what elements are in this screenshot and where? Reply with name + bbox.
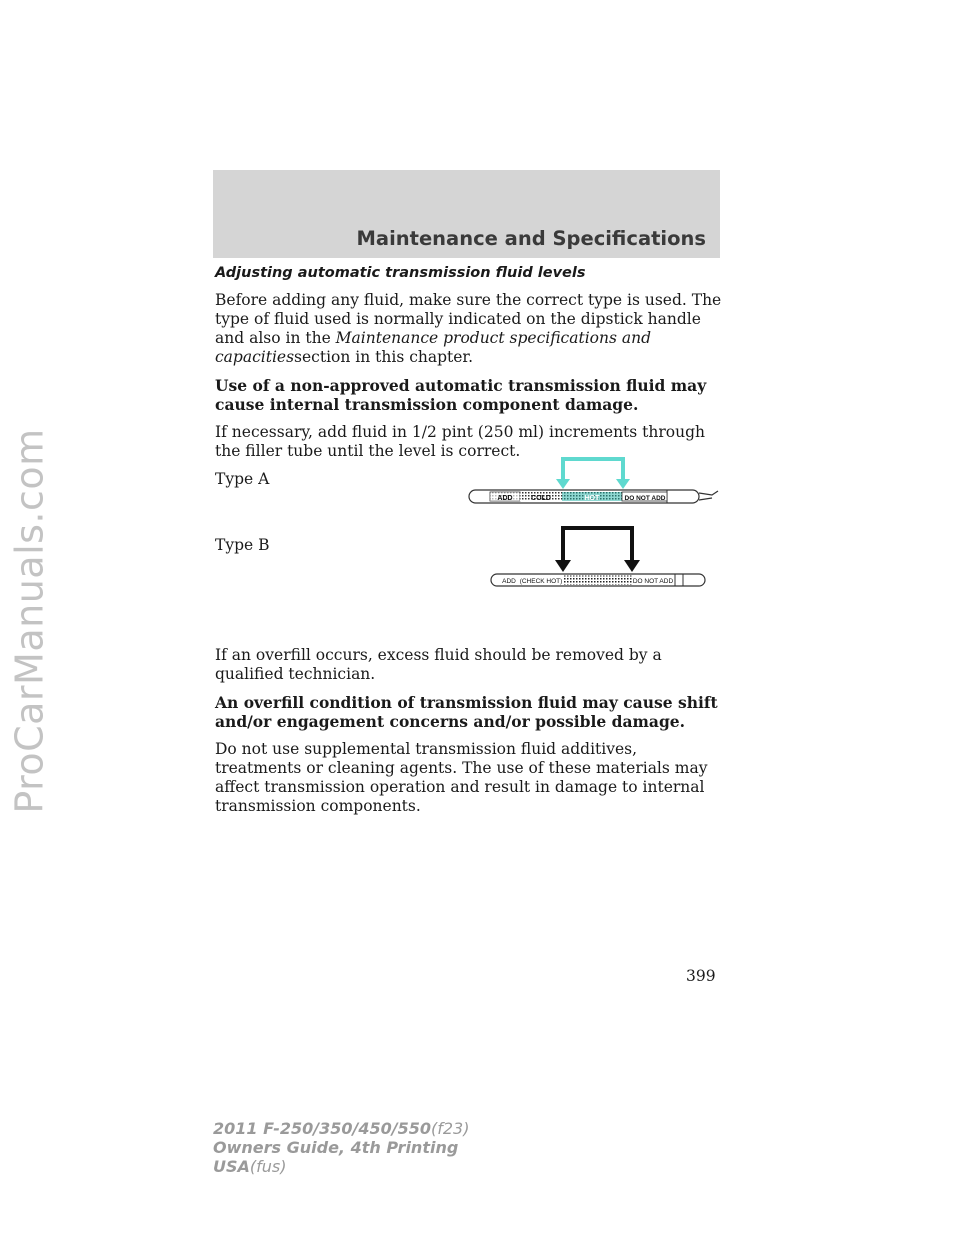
- footer-model: 2011 F-250/350/450/550: [213, 1119, 431, 1138]
- footer-line-model: [213, 1119, 469, 1138]
- watermark-text: ProCarManuals.com: [8, 428, 53, 814]
- warning-non-approved-fluid: Use of a non-approved automatic transmission fluid may cause internal transmission component damage.: [215, 376, 707, 414]
- warning-overfill: An overfill condition of transmission fluid may cause shift and/or engagement concerns and/or possible damage.: [215, 693, 718, 731]
- dipstick-b-arrow-bracket: [563, 528, 632, 564]
- paragraph-overfill: If an overfill occurs, excess fluid should be removed by a qualified technician.: [215, 646, 662, 683]
- paragraph-additives: Do not use supplemental transmission fluid additives, treatments or cleaning agents. The use of these materials may affect transmission operation and result in damage to internal transmission components.: [215, 740, 708, 815]
- dipstick-type-a-illustration: [465, 456, 727, 512]
- dipstick-a-arrow-right: [616, 479, 630, 489]
- dipstick-type-b-illustration: [465, 524, 727, 592]
- paragraph-fluid-type-end: section in this chapter.: [294, 348, 474, 366]
- paragraph-fluid-type-start: Before adding any fluid, make sure the correct type is used. The type of fluid used is normally indicated on the dipstick handle and also in the: [215, 291, 722, 347]
- footer-model-code: (f23): [431, 1119, 470, 1138]
- dipstick-a-cold-label: COLD: [531, 495, 551, 502]
- dipstick-a-tip: [699, 491, 718, 500]
- dipstick-b-do-not-add-label: DO NOT ADD: [632, 578, 674, 585]
- footer: [213, 1119, 469, 1176]
- footer-line-region: [213, 1157, 469, 1176]
- dipstick-a-arrow-bracket: [563, 459, 623, 482]
- dipstick-a-arrow-left: [556, 479, 570, 489]
- paragraph-fluid-type: [215, 291, 725, 367]
- dipstick-a-add-label: ADD: [497, 495, 513, 502]
- page-number: 399: [686, 967, 716, 985]
- watermark: [2, 0, 58, 1242]
- specifications-reference: Maintenance product specifications and capacities: [215, 329, 651, 366]
- dipstick-b-arrow-right: [624, 560, 640, 572]
- page-content: [215, 264, 725, 825]
- type-a-label: Type A: [215, 470, 270, 488]
- paragraph-add-fluid: If necessary, add fluid in 1/2 pint (250 ml) increments through the filler tube until the level is correct.: [215, 423, 705, 460]
- section-header: [213, 170, 720, 258]
- dipstick-b-arrow-left: [555, 560, 571, 572]
- type-b-row: [215, 536, 725, 646]
- type-b-label: Type B: [215, 536, 270, 554]
- dipstick-b-check-hot-label: (CHECK HOT): [519, 578, 563, 585]
- footer-guide: Owners Guide, 4th Printing: [213, 1138, 459, 1157]
- footer-region-code: (fus): [249, 1157, 287, 1176]
- dipstick-b-add-label: ADD: [502, 578, 516, 585]
- dipstick-a-do-not-add-label: DO NOT ADD: [624, 495, 666, 502]
- footer-region: USA: [213, 1157, 250, 1176]
- subheading: Adjusting automatic transmission fluid levels: [215, 265, 586, 281]
- dipstick-a-hot-label: HOT: [584, 495, 600, 502]
- section-title: Maintenance and Specifications: [356, 227, 706, 250]
